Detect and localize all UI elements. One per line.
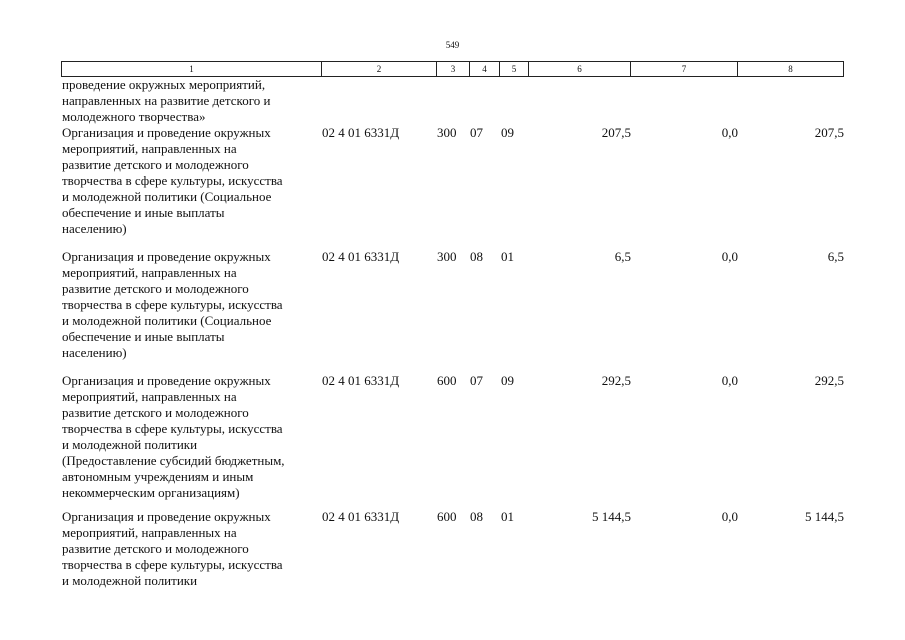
budget-table-body [0,77,905,593]
expense-type-code: 300 [437,125,457,140]
description-line: направленных на развитие детского и [62,93,271,108]
column-number-1: 1 [62,62,322,77]
description-line: творчества в сфере культуры, искусства [62,297,283,312]
column-number-2: 2 [322,62,437,77]
expense-type-code: 600 [437,373,457,388]
amount-column-8: 207,5 [814,125,844,140]
row-description [62,373,324,501]
column-number-8: 8 [738,62,844,77]
description-line: и молодежной политики (Социальное [62,313,272,328]
description-line: мероприятий, направленных на [62,389,237,404]
subsection-code: 01 [501,249,514,264]
description-line: творчества в сфере культуры, искусства [62,421,283,436]
table-row [0,125,905,249]
amount-column-8: 6,5 [827,249,844,264]
page-number: 549 [445,40,460,50]
description-line: развитие детского и молодежного [62,541,249,556]
row-description [62,249,324,361]
amount-column-6: 6,5 [614,249,631,264]
description-line: мероприятий, направленных на [62,265,237,280]
row-description [62,77,324,125]
description-line: (Предоставление субсидий бюджетным, [62,453,285,468]
description-line: и молодежной политики [62,437,198,452]
column-number-5: 5 [500,62,529,77]
description-line: Организация и проведение окружных [62,125,271,140]
section-code: 07 [470,125,483,140]
row-description [62,125,324,237]
column-number-3: 3 [437,62,470,77]
amount-column-6: 207,5 [601,125,631,140]
description-line: обеспечение и иные выплаты [62,205,225,220]
target-article-code: 02 4 01 6331Д [322,509,400,524]
section-code: 08 [470,249,483,264]
amount-column-8: 5 144,5 [805,509,844,524]
description-line: некоммерческим организациям) [62,485,240,500]
section-code: 07 [470,373,483,388]
description-line: мероприятий, направленных на [62,141,237,156]
description-line: Организация и проведение окружных [62,249,271,264]
description-line: молодежного творчества» [62,109,206,124]
description-line: населению) [62,221,127,236]
description-line: развитие детского и молодежного [62,157,249,172]
description-line: Организация и проведение окружных [62,373,271,388]
description-line: творчества в сфере культуры, искусства [62,557,283,572]
description-line: развитие детского и молодежного [62,281,249,296]
amount-column-7: 0,0 [721,373,738,388]
amount-column-7: 0,0 [721,249,738,264]
row-description [62,509,324,589]
section-code: 08 [470,509,483,524]
description-line: обеспечение и иные выплаты [62,329,225,344]
table-row [0,509,905,593]
amount-column-6: 292,5 [601,373,631,388]
amount-column-7: 0,0 [721,509,738,524]
target-article-code: 02 4 01 6331Д [322,373,400,388]
amount-column-8: 292,5 [814,373,844,388]
column-number-4: 4 [470,62,500,77]
description-line: развитие детского и молодежного [62,405,249,420]
table-row [0,373,905,509]
expense-type-code: 600 [437,509,457,524]
description-line: и молодежной политики (Социальное [62,189,272,204]
column-number-7: 7 [631,62,738,77]
subsection-code: 09 [501,125,514,140]
subsection-code: 09 [501,373,514,388]
description-line: проведение окружных мероприятий, [62,77,266,92]
target-article-code: 02 4 01 6331Д [322,125,400,140]
description-line: автономным учреждениям и иным [62,469,254,484]
description-line: и молодежной политики [62,573,198,588]
description-line: мероприятий, направленных на [62,525,237,540]
table-row [0,77,905,125]
description-line: Организация и проведение окружных [62,509,271,524]
expense-type-code: 300 [437,249,457,264]
column-number-6: 6 [529,62,631,77]
subsection-code: 01 [501,509,514,524]
target-article-code: 02 4 01 6331Д [322,249,400,264]
amount-column-7: 0,0 [721,125,738,140]
column-number-header [61,61,844,77]
description-line: населению) [62,345,127,360]
amount-column-6: 5 144,5 [592,509,631,524]
description-line: творчества в сфере культуры, искусства [62,173,283,188]
table-row [0,249,905,373]
